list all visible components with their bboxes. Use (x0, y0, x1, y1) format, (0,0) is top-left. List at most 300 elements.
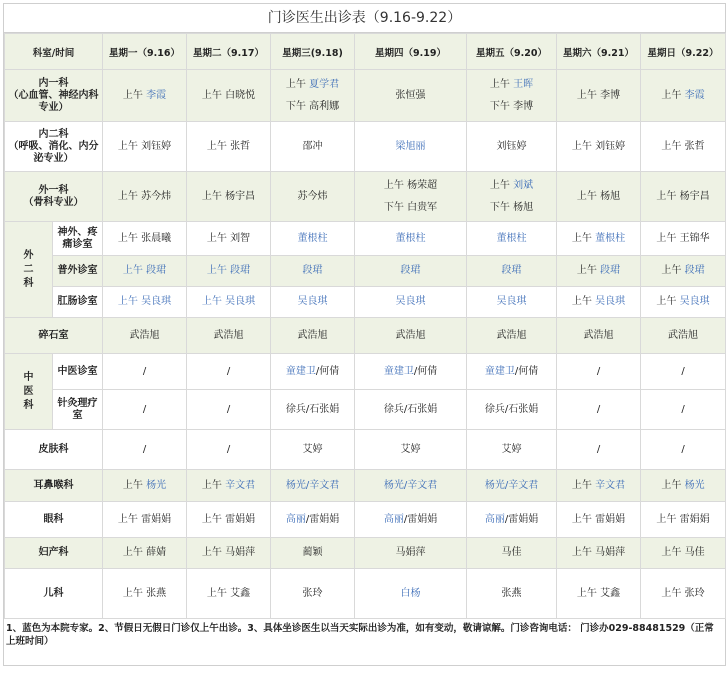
doctor-name-expert: 吴良琪 (297, 296, 328, 307)
doctor-name: 张燕 (501, 587, 522, 599)
shift-period: 上午 (656, 190, 677, 202)
schedule-cell (557, 122, 641, 172)
doctor-name: 徐兵/石张娟 (285, 403, 340, 415)
doctor-name-expert: 段珺 (684, 265, 705, 276)
shift-period: 上午 (571, 513, 592, 525)
table-row (5, 430, 726, 470)
dept-name (53, 390, 103, 430)
shift-entry (467, 478, 556, 494)
shift-period: 上午 (201, 513, 222, 525)
schedule-cell (187, 122, 271, 172)
shift-period: 上午 (122, 89, 143, 101)
doctor-name-expert: 童建卫 (383, 365, 414, 377)
schedule-cell (187, 569, 271, 619)
header-day: 星期五（9.20） (467, 34, 557, 70)
doctor-name-expert: 童建卫 (484, 365, 515, 377)
dept-name-text: 外一科 （骨科专业） (23, 184, 84, 208)
doctor-name-expert: 吴良琪 (141, 296, 172, 307)
doctor-name-expert: 段珺 (400, 265, 421, 276)
shift-period: 下午 (383, 201, 404, 213)
dept-name (53, 354, 103, 390)
doctor-name: 武浩旭 (668, 329, 699, 341)
schedule-cell (187, 172, 271, 222)
schedule-cell (271, 287, 355, 318)
dept-name-text: 肛肠诊室 (57, 296, 98, 307)
shift-entry (271, 478, 354, 494)
schedule-cell (557, 222, 641, 256)
shift-entry (355, 364, 466, 380)
doctor-name: /雷娟娟 (403, 513, 438, 525)
schedule-cell (355, 70, 467, 122)
shift-period: 上午 (489, 179, 510, 191)
shift-entry (271, 189, 354, 205)
dept-name (5, 538, 103, 569)
shift-entry (467, 263, 556, 279)
shift-entry (271, 402, 354, 418)
shift-period: 上午 (571, 296, 592, 307)
table-row (5, 256, 726, 287)
doctor-name: / (142, 365, 147, 377)
shift-entry (641, 139, 725, 155)
shift-period: 上午 (661, 479, 682, 491)
shift-entry (467, 231, 556, 247)
doctor-name-expert: 杨光 (146, 479, 167, 491)
doctor-name: 邵冲 (302, 140, 323, 152)
doctor-name: 李博 (600, 89, 621, 101)
doctor-name-expert: 夏学君 (309, 78, 340, 90)
shift-entry (355, 263, 466, 279)
doctor-name-expert: 李霞 (146, 89, 167, 101)
schedule-cell (103, 122, 187, 172)
doctor-name: 刘钰婷 (595, 140, 626, 152)
doctor-name-expert: 高丽 (285, 513, 306, 525)
shift-entry (103, 512, 186, 528)
dept-name (5, 569, 103, 619)
shift-entry (467, 77, 556, 93)
schedule-cell (103, 390, 187, 430)
schedule-cell (557, 470, 641, 502)
shift-period: 上午 (571, 547, 592, 558)
shift-entry (187, 442, 270, 458)
table-row (5, 354, 726, 390)
schedule-cell (103, 172, 187, 222)
schedule-cell (271, 390, 355, 430)
doctor-name-expert: 吴良琪 (395, 296, 426, 307)
schedule-cell (355, 354, 467, 390)
shift-entry (557, 139, 640, 155)
schedule-cell (557, 287, 641, 318)
doctor-name: /雷娟娟 (305, 513, 340, 525)
schedule-cell (641, 172, 726, 222)
shift-entry (641, 231, 725, 247)
shift-period: 上午 (206, 140, 227, 152)
schedule-cell (467, 390, 557, 430)
schedule-cell (271, 470, 355, 502)
doctor-name: 张哲 (684, 140, 705, 152)
doctor-name: 艾鑫 (230, 587, 251, 599)
shift-entry (103, 328, 186, 344)
doctor-name: 薛婧 (146, 547, 167, 558)
shift-entry (103, 189, 186, 205)
doctor-name: 苏今炜 (297, 190, 328, 202)
shift-entry (103, 231, 186, 247)
shift-entry (187, 402, 270, 418)
shift-entry (355, 231, 466, 247)
shift-period: 上午 (285, 78, 306, 90)
dept-name (5, 470, 103, 502)
doctor-name: / (681, 403, 685, 415)
shift-entry (557, 442, 640, 458)
schedule-cell (187, 222, 271, 256)
shift-entry (271, 231, 354, 247)
doctor-name: 雷娟娟 (225, 513, 256, 525)
shift-entry (557, 512, 640, 528)
doctor-name: 马娟萍 (595, 547, 626, 558)
dept-name (5, 318, 103, 354)
shift-entry (467, 178, 556, 194)
doctor-name: 张玲 (684, 587, 705, 599)
schedule-cell (271, 569, 355, 619)
header-day: 星期四（9.19） (355, 34, 467, 70)
shift-period: 上午 (117, 140, 138, 152)
doctor-name: 艾婷 (400, 443, 421, 455)
schedule-cell (103, 538, 187, 569)
schedule-cell (467, 318, 557, 354)
shift-entry (557, 478, 640, 494)
shift-entry (103, 294, 186, 310)
doctor-name: 张燕 (146, 587, 167, 599)
shift-entry (355, 139, 466, 155)
doctor-name: 张玲 (302, 587, 323, 599)
shift-entry (103, 88, 186, 104)
shift-entry (271, 586, 354, 602)
schedule-cell (355, 538, 467, 569)
shift-period: 下午 (489, 100, 510, 112)
schedule-cell (355, 287, 467, 318)
group-label-text: 外二科 (23, 249, 34, 289)
doctor-name: 徐兵/石张娟 (484, 403, 539, 415)
shift-entry (271, 139, 354, 155)
schedule-cell (355, 569, 467, 619)
schedule-cell (187, 502, 271, 538)
shift-entry (641, 442, 725, 458)
shift-entry (467, 512, 556, 528)
schedule-cell (271, 502, 355, 538)
schedule-cell (187, 318, 271, 354)
dept-name-text: 眼科 (43, 513, 64, 525)
shift-entry (557, 88, 640, 104)
doctor-name: 白晓悦 (225, 89, 256, 101)
doctor-name: 张恒强 (395, 89, 426, 101)
doctor-name: 杨旭 (513, 201, 534, 213)
dept-name-text: 妇产科 (38, 547, 69, 558)
shift-period: 上午 (661, 547, 682, 558)
shift-period: 上午 (576, 89, 597, 101)
schedule-cell (271, 222, 355, 256)
group-label-waierke (5, 222, 53, 318)
header-row (5, 34, 726, 70)
shift-entry (187, 189, 270, 205)
shift-entry (467, 442, 556, 458)
shift-period: 上午 (383, 179, 404, 191)
shift-entry (187, 586, 270, 602)
shift-period: 上午 (661, 89, 682, 101)
schedule-cell (271, 538, 355, 569)
shift-entry (557, 231, 640, 247)
doctor-name-expert: 杨光 (684, 479, 705, 491)
schedule-cell (641, 502, 726, 538)
shift-entry (103, 263, 186, 279)
doctor-name-expert: 董根柱 (595, 232, 626, 244)
dept-name-text: 普外诊室 (57, 265, 98, 276)
schedule-cell (641, 470, 726, 502)
header-day: 星期三(9.18) (271, 34, 355, 70)
doctor-name: 马娟萍 (395, 547, 426, 558)
doctor-name: 李博 (513, 100, 534, 112)
shift-entry (355, 402, 466, 418)
schedule-cell (355, 502, 467, 538)
shift-entry (271, 77, 354, 93)
shift-entry (187, 364, 270, 380)
shift-period: 上午 (576, 587, 597, 599)
schedule-cell (103, 256, 187, 287)
doctor-name-expert: 段珺 (146, 265, 167, 276)
schedule-cell (355, 470, 467, 502)
shift-period: 上午 (206, 232, 227, 244)
doctor-name: / (596, 365, 601, 377)
schedule-cell (641, 122, 726, 172)
table-row (5, 569, 726, 619)
doctor-name-expert: 高丽 (484, 513, 505, 525)
header-day: 星期二（9.17） (187, 34, 271, 70)
dept-name (5, 172, 103, 222)
schedule-cell (557, 318, 641, 354)
shift-entry (355, 200, 466, 216)
shift-entry (355, 178, 466, 194)
dept-name-text: 内二科 （呼吸、消化、内分泌专业） (8, 128, 99, 164)
footnote: 1、蓝色为本院专家。2、节假日无假日门诊仅上午出诊。3、具体坐诊医生以当天实际出诊为准，如有变动，敬请谅解。门诊咨询电话： 门诊办029-88481529（正常上班时间） (6, 623, 714, 647)
shift-period: 上午 (661, 140, 682, 152)
doctor-name: / (142, 443, 147, 455)
shift-entry (355, 545, 466, 561)
dept-name-text: 皮肤科 (38, 443, 69, 455)
schedule-cell (467, 287, 557, 318)
doctor-name-expert: 董根柱 (496, 232, 527, 244)
shift-entry (271, 263, 354, 279)
shift-period: 上午 (656, 232, 677, 244)
shift-entry (187, 139, 270, 155)
schedule-cell (271, 70, 355, 122)
table-row (5, 172, 726, 222)
doctor-name-expert: 杨光/辛文君 (383, 479, 438, 491)
shift-entry (355, 88, 466, 104)
shift-entry (641, 402, 725, 418)
schedule-cell (103, 502, 187, 538)
shift-period: 上午 (206, 265, 227, 276)
schedule-table (4, 33, 726, 619)
schedule-cell (467, 502, 557, 538)
doctor-name-expert: 刘斌 (513, 179, 534, 191)
shift-entry (641, 364, 725, 380)
shift-entry (467, 294, 556, 310)
schedule-cell (271, 256, 355, 287)
doctor-name: 杨荣超 (407, 179, 438, 191)
doctor-name-expert: 董根柱 (395, 232, 426, 244)
doctor-name: 艾婷 (302, 443, 323, 455)
shift-period: 上午 (201, 89, 222, 101)
doctor-name-expert: 辛文君 (595, 479, 626, 491)
dept-name (5, 122, 103, 172)
shift-entry (641, 328, 725, 344)
doctor-name-expert: 梁旭丽 (395, 140, 426, 152)
doctor-name: 马佳 (501, 547, 522, 558)
shift-entry (187, 328, 270, 344)
schedule-cell (103, 354, 187, 390)
doctor-name: / (226, 403, 231, 415)
doctor-name: 王锦华 (679, 232, 710, 244)
shift-entry (557, 263, 640, 279)
doctor-name: 刘钰婷 (141, 140, 172, 152)
shift-entry (557, 294, 640, 310)
dept-name (53, 222, 103, 256)
schedule-cell (355, 172, 467, 222)
schedule-cell (557, 569, 641, 619)
schedule-cell (187, 390, 271, 430)
table-row (5, 318, 726, 354)
shift-entry (355, 586, 466, 602)
header-dept-time: 科室/时间 (5, 34, 103, 70)
shift-entry (187, 478, 270, 494)
schedule-cell (271, 430, 355, 470)
schedule-cell (187, 470, 271, 502)
schedule-cell (467, 470, 557, 502)
shift-period: 上午 (201, 479, 222, 491)
doctor-name: 马娟萍 (225, 547, 256, 558)
schedule-cell (103, 569, 187, 619)
shift-entry (467, 328, 556, 344)
doctor-name-expert: 辛文君 (225, 479, 256, 491)
schedule-cell (355, 222, 467, 256)
doctor-name: 艾婷 (501, 443, 522, 455)
shift-period: 上午 (122, 547, 143, 558)
doctor-name: / (142, 403, 147, 415)
header-day: 星期六（9.21） (557, 34, 641, 70)
shift-entry (467, 200, 556, 216)
dept-name-text: 耳鼻喉科 (33, 479, 74, 491)
doctor-name: 武浩旭 (129, 329, 160, 341)
shift-period: 上午 (201, 190, 222, 202)
shift-period: 上午 (656, 296, 677, 307)
doctor-name: / (681, 365, 685, 377)
shift-entry (641, 586, 725, 602)
schedule-cell (641, 256, 726, 287)
header-day: 星期一（9.16） (103, 34, 187, 70)
shift-entry (467, 99, 556, 115)
shift-entry (271, 545, 354, 561)
shift-entry (641, 294, 725, 310)
doctor-name-expert: 段珺 (302, 265, 323, 276)
shift-entry (103, 586, 186, 602)
dept-name-text: 神外、疼痛诊室 (57, 226, 98, 250)
dept-name (5, 502, 103, 538)
schedule-cell (641, 430, 726, 470)
doctor-name: / (226, 443, 231, 455)
shift-entry (103, 402, 186, 418)
doctor-name: 武浩旭 (395, 329, 426, 341)
schedule-cell (103, 470, 187, 502)
shift-entry (355, 328, 466, 344)
doctor-name: 艾鑫 (600, 587, 621, 599)
doctor-name: 张晨曦 (141, 232, 172, 244)
group-label-zhongyike (5, 354, 53, 430)
page-title: 门诊医生出诊表（9.16-9.22） (4, 4, 725, 33)
dept-name-text: 碎石室 (38, 329, 69, 341)
shift-entry (641, 263, 725, 279)
doctor-name: /何倩 (315, 365, 340, 377)
schedule-cell (103, 430, 187, 470)
shift-entry (187, 263, 270, 279)
shift-entry (355, 294, 466, 310)
schedule-cell (557, 256, 641, 287)
shift-entry (271, 442, 354, 458)
doctor-name: /雷娟娟 (504, 513, 539, 525)
doctor-name: 杨宇昌 (225, 190, 256, 202)
doctor-name: 杨宇昌 (679, 190, 710, 202)
shift-entry (641, 88, 725, 104)
schedule-cell (467, 569, 557, 619)
shift-entry (467, 139, 556, 155)
shift-period: 上午 (571, 479, 592, 491)
schedule-cell (355, 390, 467, 430)
doctor-name: / (226, 365, 231, 377)
schedule-cell (187, 70, 271, 122)
schedule-cell (271, 172, 355, 222)
doctor-name: /何倩 (413, 365, 438, 377)
doctor-name-expert: 高丽 (383, 513, 404, 525)
shift-entry (103, 139, 186, 155)
doctor-name: 武浩旭 (496, 329, 527, 341)
shift-entry (557, 402, 640, 418)
group-label-text: 中医科 (23, 371, 34, 411)
table-row (5, 222, 726, 256)
schedule-cell (187, 256, 271, 287)
dept-name-text: 内一科 （心血管、神经内科专业） (8, 77, 99, 113)
schedule-cell (641, 287, 726, 318)
shift-entry (187, 294, 270, 310)
schedule-cell (103, 287, 187, 318)
doctor-name: 武浩旭 (213, 329, 244, 341)
shift-entry (467, 545, 556, 561)
schedule-cell (641, 318, 726, 354)
shift-entry (557, 586, 640, 602)
schedule-cell (467, 222, 557, 256)
doctor-name-expert: 杨光/辛文君 (285, 479, 340, 491)
schedule-cell (557, 430, 641, 470)
schedule-cell (187, 538, 271, 569)
doctor-name: 苏今炜 (141, 190, 172, 202)
doctor-name-expert: 王晖 (513, 78, 534, 90)
shift-period: 下午 (285, 100, 306, 112)
dept-name-text: 中医诊室 (57, 365, 98, 377)
doctor-name: / (596, 443, 601, 455)
schedule-cell (557, 538, 641, 569)
doctor-name-expert: 吴良琪 (679, 296, 710, 307)
shift-period: 上午 (117, 232, 138, 244)
shift-period: 上午 (206, 587, 227, 599)
shift-entry (271, 294, 354, 310)
shift-period: 上午 (201, 547, 222, 558)
schedule-cell (355, 430, 467, 470)
